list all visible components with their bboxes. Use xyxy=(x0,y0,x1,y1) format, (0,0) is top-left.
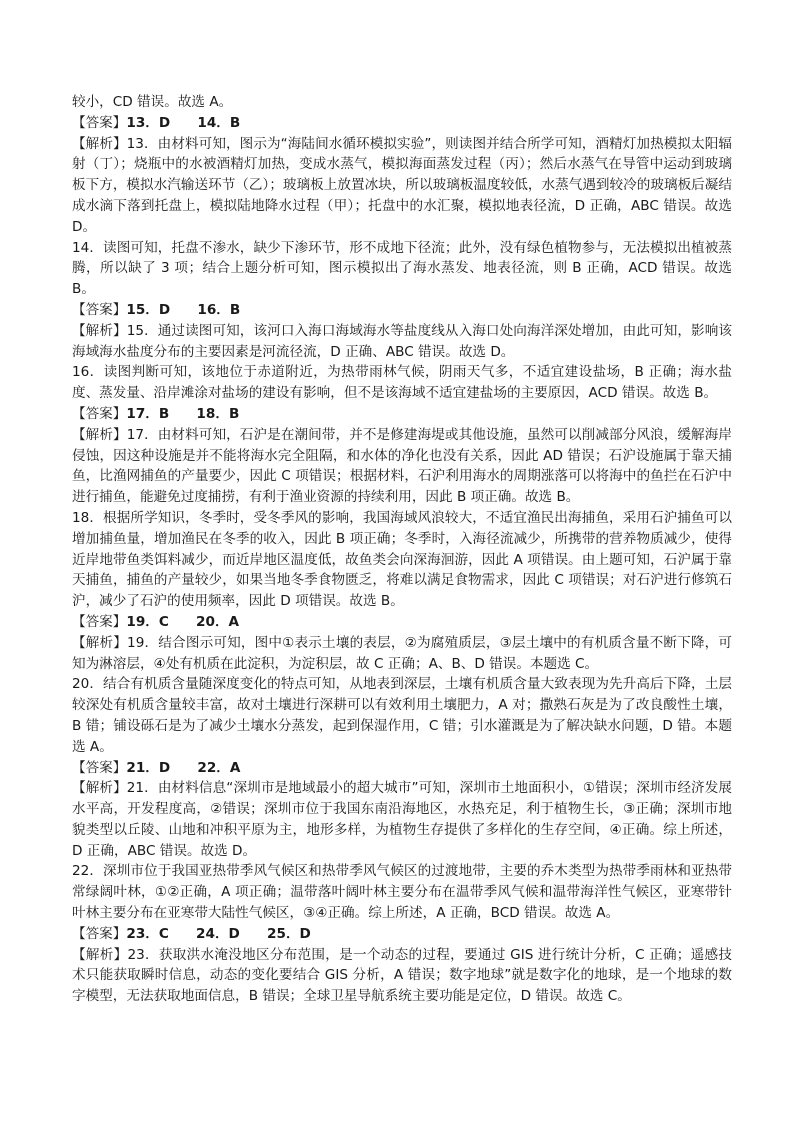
explanation-paragraph: 22．深圳市位于我国亚热带季风气候区和热带季风气候区的过渡地带，主要的乔木类型为热带季雨林和亚热带常绿阔叶林，①②正确，A 项正确；温带落叶阔叶林主要分布在温带季风气候和温带海洋性气候区，亚寒带针叶林主要分布在亚寒带大陆性气候区，③④正确。综上所述，A 正确，BCD 错误。故选 A。 xyxy=(72,863,732,922)
answer-text: 21．D 22．A xyxy=(126,759,241,776)
answer-tag: 【答案】 xyxy=(72,613,127,630)
explanation-paragraph: 16．读图判断可知，该地位于赤道附近，为热带雨林气候，阴雨天气多，不适宜建设盐场，B 正确；海水盐度、蒸发量、沿岸滩涂对盐场的建设有影响，但不是该海域不适宜建盐场的主要原因，ACD 错误。故选 B。 xyxy=(72,364,732,402)
answer-text: 13．D 14．B xyxy=(126,114,241,131)
answer-tag: 【答案】 xyxy=(72,759,127,776)
answer-tag: 【答案】 xyxy=(72,114,127,131)
answer-tag: 【答案】 xyxy=(72,405,127,422)
answer-tag: 【答案】 xyxy=(72,925,127,942)
explanation-paragraph: 20．结合有机质含量随深度变化的特点可知，从地表到深层，土壤有机质含量大致表现为先升高后下降，土层较深处有机质含量较丰富，故对土壤进行深耕可以有效利用土壤肥力，A 对；撒熟石灰是为了改良酸性土壤，B 错；铺设砾石是为了减少土壤水分蒸发，起到保湿作用，C 错；引水灌溉是为了解决缺水问题，D 错。本题选 A。 xyxy=(72,676,732,755)
answer-line xyxy=(72,924,732,945)
document-body xyxy=(72,92,732,1007)
explanation-paragraph: 14．读图可知，托盘不渗水，缺少下渗环节，形不成地下径流；此外，没有绿色植物参与，无法模拟出植被蒸腾，所以缺了 3 项；结合上题分析可知，图示模拟出了海水蒸发、地表径流，则 B 正确，ACD 错误。故选 B。 xyxy=(72,239,732,298)
answer-line xyxy=(72,612,732,633)
explanation-paragraph: 【解析】21．由材料信息“深圳市是地域最小的超大城市”可知，深圳市土地面积小，①错误；深圳市经济发展水平高，开发程度高，②错误；深圳市位于我国东南沿海地区，水热充足，利于植物生长，③正确；深圳市地貌类型以丘陵、山地和冲积平原为主，地形多样，为植物生存提供了多样化的生存空间，④正确。综上所述，D 正确，ABC 错误。故选 D。 xyxy=(72,780,732,859)
answer-text: 19．C 20．A xyxy=(126,613,240,630)
answer-line xyxy=(72,113,732,134)
explanation-paragraph: 较小，CD 错误。故选 A。 xyxy=(72,94,233,110)
explanation-paragraph: 【解析】15．通过读图可知，该河口入海口海域海水等盐度线从入海口处向海洋深处增加，由此可知，影响该海域海水盐度分布的主要因素是河流径流，D 正确、ABC 错误。故选 D。 xyxy=(72,322,732,360)
explanation-paragraph: 【解析】13．由材料可知，图示为“海陆间水循环模拟实验”，则读图并结合所学可知，酒精灯加热模拟太阳辐射（丁）；烧瓶中的水被酒精灯加热，变成水蒸气，模拟海面蒸发过程（丙）；然后水蒸气在导管中运动到玻璃板下方，模拟水汽输送环节（乙）；玻璃板上放置冰块，所以玻璃板温度较低，水蒸气遇到较冷的玻璃板后凝结成水滴下落到托盘上，模拟陆地降水过程（甲）；托盘中的水汇聚，模拟地表径流，D 正确，ABC 错误。故选 D。 xyxy=(72,135,732,235)
answer-text: 15．D 16．B xyxy=(126,301,241,318)
explanation-paragraph: 18．根据所学知识，冬季时，受冬季风的影响，我国海域风浪较大，不适宜渔民出海捕鱼，采用石沪捕鱼可以增加捕鱼量，增加渔民在冬季的收入，因此 B 项正确；冬季时，入海径流减少，所携带的营养物质减少，使得近岸地带鱼类饵料减少，而近岸地区温度低，故鱼类会向深海洄游，因此 A 项错误。由上题可知，石沪属于靠天捕鱼，捕鱼的产量较少，如果当地冬季食物匮乏，将难以满足食物需求，因此 C 项错误；对石沪进行修筑石沪，减少了石沪的使用频率，因此 D 项错误。故选 B。 xyxy=(72,509,732,610)
answer-tag: 【答案】 xyxy=(72,301,127,318)
explanation-paragraph: 【解析】23．获取洪水淹没地区分布范围，是一个动态的过程，要通过 GIS 进行统计分析，C 正确；遥感技术只能获取瞬时信息，动态的变化要结合 GIS 分析，A 错误；数字地球”就是数字化的地球，是一个地球的数字模型，无法获取地面信息，B 错误；全球卫星导航系统主要功能是定位，D 错误。故选 C。 xyxy=(72,946,732,1005)
answer-text: 17．B 18．B xyxy=(126,405,240,422)
answer-line xyxy=(72,300,732,321)
answer-line xyxy=(72,404,732,425)
explanation-paragraph: 【解析】17．由材料可知，石沪是在潮间带，并不是修建海堤或其他设施，虽然可以削减部分风浪，缓解海岸侵蚀，因这种设施是并不能将海水完全阻隔，和水体的净化也没有关系，因此 AD 错误；石沪设施属于靠天捕鱼，比渔网捕鱼的产量要少，因此 C 项错误；根据材料，石沪利用海水的周期涨落可以将海中的鱼拦在石沪中进行捕鱼，能避免过度捕捞，有利于渔业资源的持续利用，因此 B 项正确。故选 B。 xyxy=(72,426,732,506)
answer-line xyxy=(72,758,732,779)
answer-text: 23．C 24．D 25．D xyxy=(126,925,311,942)
explanation-paragraph: 【解析】19．结合图示可知，图中①表示土壤的表层，②为腐殖质层，③层土壤中的有机质含量不断下降，可知为淋溶层，④处有机质在此淀积，为淀积层，故 C 正确；A、B、D 错误。本题选 C。 xyxy=(72,634,732,672)
